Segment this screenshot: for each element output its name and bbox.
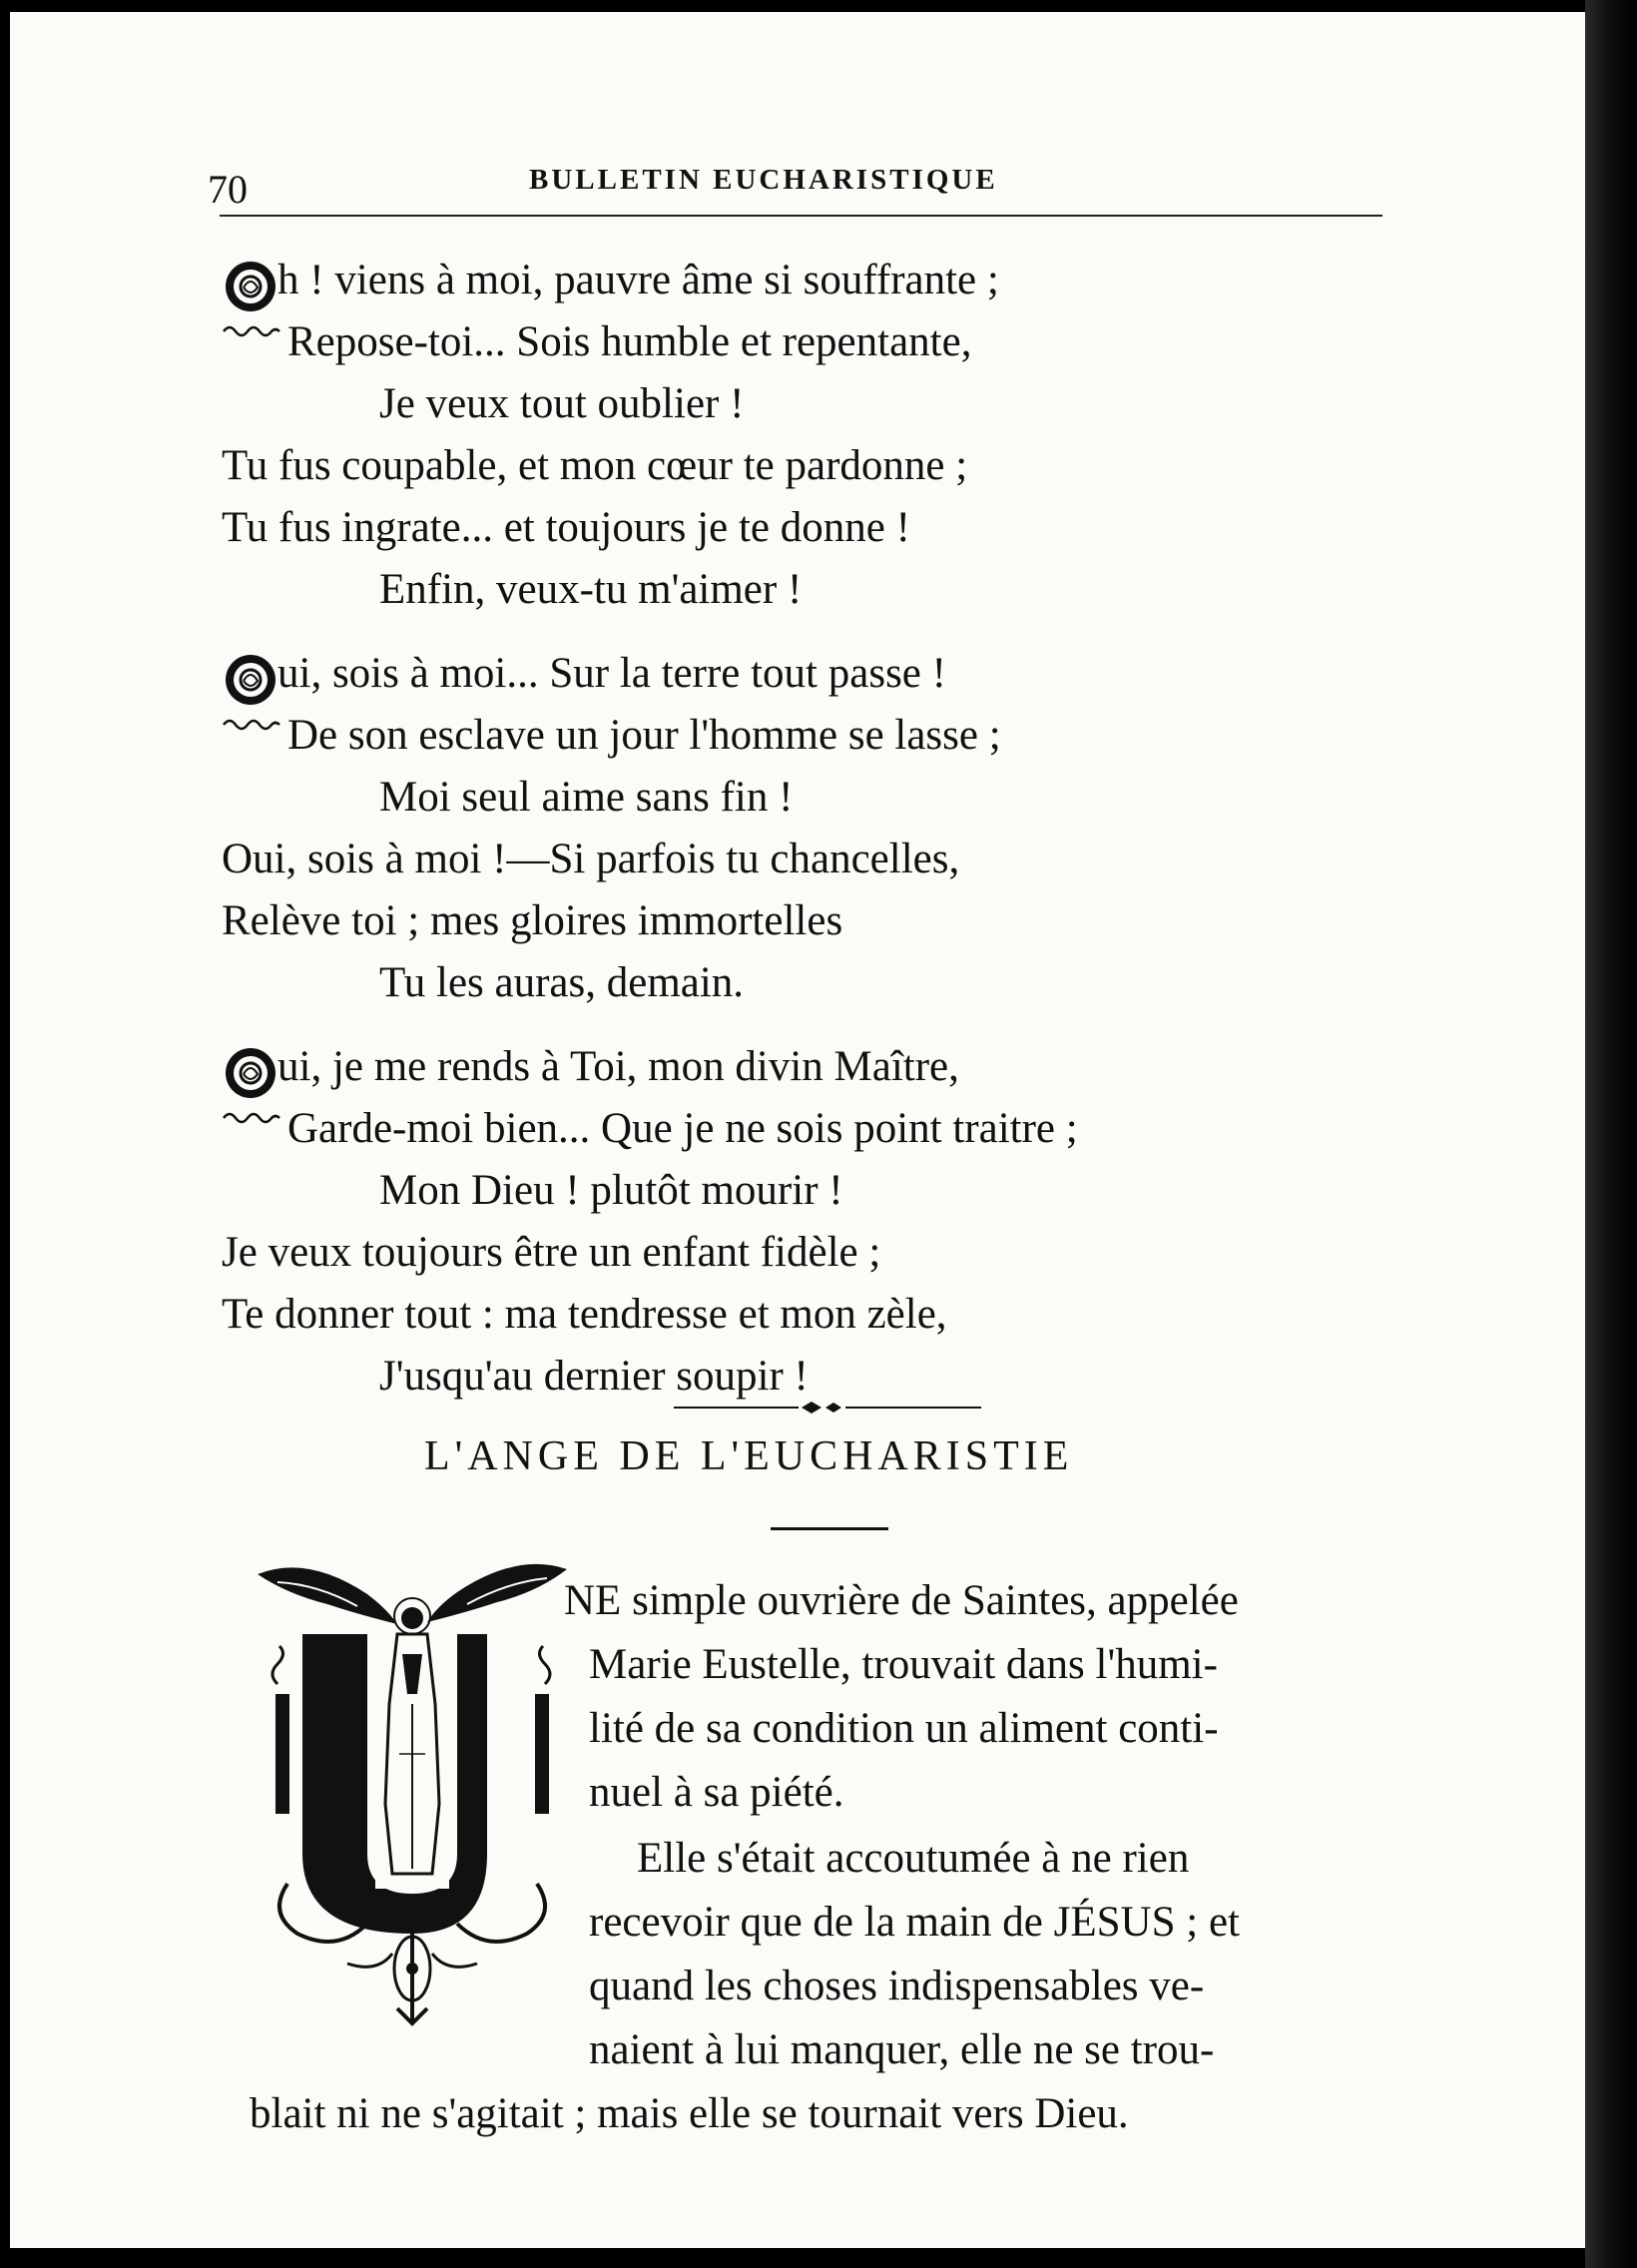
paragraph-line: blait ni ne s'agitait ; mais elle se tournait vers Dieu. [250,2090,1129,2137]
flourish-icon [222,1108,281,1128]
poem-line: Repose-toi... Sois humble et repentante, [287,318,972,365]
poem-line: ui, sois à moi... Sur la terre tout passe ! [277,650,946,697]
flourish-icon [222,715,281,735]
ornate-o-initial-icon [222,651,279,709]
poem-line: Moi seul aime sans fin ! [379,774,794,821]
paragraph-line: nuel à sa piété. [589,1769,844,1816]
poem-line: Je veux toujours être un enfant fidèle ; [222,1229,881,1276]
paragraph-line: naient à lui manquer, elle ne se trou- [589,2026,1215,2073]
paragraph-line: quand les choses indispensables ve- [589,1963,1205,2009]
poem-line: De son esclave un jour l'homme se lasse ; [287,712,1001,759]
poem-line: ui, je me rends à Toi, mon divin Maître, [277,1043,959,1090]
poem-line: Tu fus ingrate... et toujours je te donne ! [222,504,910,551]
ornate-u-angel-initial-icon [248,1554,577,2028]
scan-border-right [1585,0,1637,2268]
poem [222,250,1320,1429]
page-header [10,154,1585,212]
section-title: L'ANGE DE L'EUCHARISTIE [424,1433,1074,1479]
book-page [10,12,1585,2248]
stanza-2 [222,643,1320,1014]
ornate-o-initial-icon [222,1044,279,1102]
flourish-icon [222,321,281,341]
stanza-1 [222,250,1320,621]
running-title: BULLETIN EUCHARISTIQUE [529,164,998,196]
scan-border-left [0,0,10,2268]
poem-line: Oui, sois à moi !—Si parfois tu chancelles, [222,836,960,882]
paragraph-line: NE simple ouvrière de Saintes, appelée [564,1577,1239,1624]
poem-line: Relève toi ; mes gloires immortelles [222,897,843,944]
poem-line: Garde-moi bien... Que je ne sois point traitre ; [287,1105,1078,1152]
page-number: 70 [208,167,248,212]
poem-line: h ! viens à moi, pauvre âme si souffrante ; [277,257,999,303]
poem-line: Tu les auras, demain. [379,959,745,1006]
poem-line: Mon Dieu ! plutôt mourir ! [379,1167,843,1214]
paragraph-line: Marie Eustelle, trouvait dans l'humi- [589,1641,1218,1688]
paragraph-line: recevoir que de la main de JÉSUS ; et [589,1899,1240,1946]
paragraph-line: lité de sa condition un aliment conti- [589,1705,1219,1752]
poem-line: Tu fus coupable, et mon cœur te pardonne ; [222,442,968,489]
poem-line: Je veux tout oublier ! [379,380,745,427]
stanza-3 [222,1036,1320,1408]
divider-ornament-icon [674,1396,981,1419]
header-rule [220,215,1382,217]
ornate-o-initial-icon [222,258,279,315]
paragraph-line: Elle s'était accoutumée à ne rien [637,1835,1190,1882]
poem-line: Te donner tout : ma tendresse et mon zèle, [222,1291,947,1338]
poem-line: Enfin, veux-tu m'aimer ! [379,566,803,613]
poem-line: J'usqu'au dernier soupir ! [379,1353,809,1400]
title-rule [771,1527,888,1530]
